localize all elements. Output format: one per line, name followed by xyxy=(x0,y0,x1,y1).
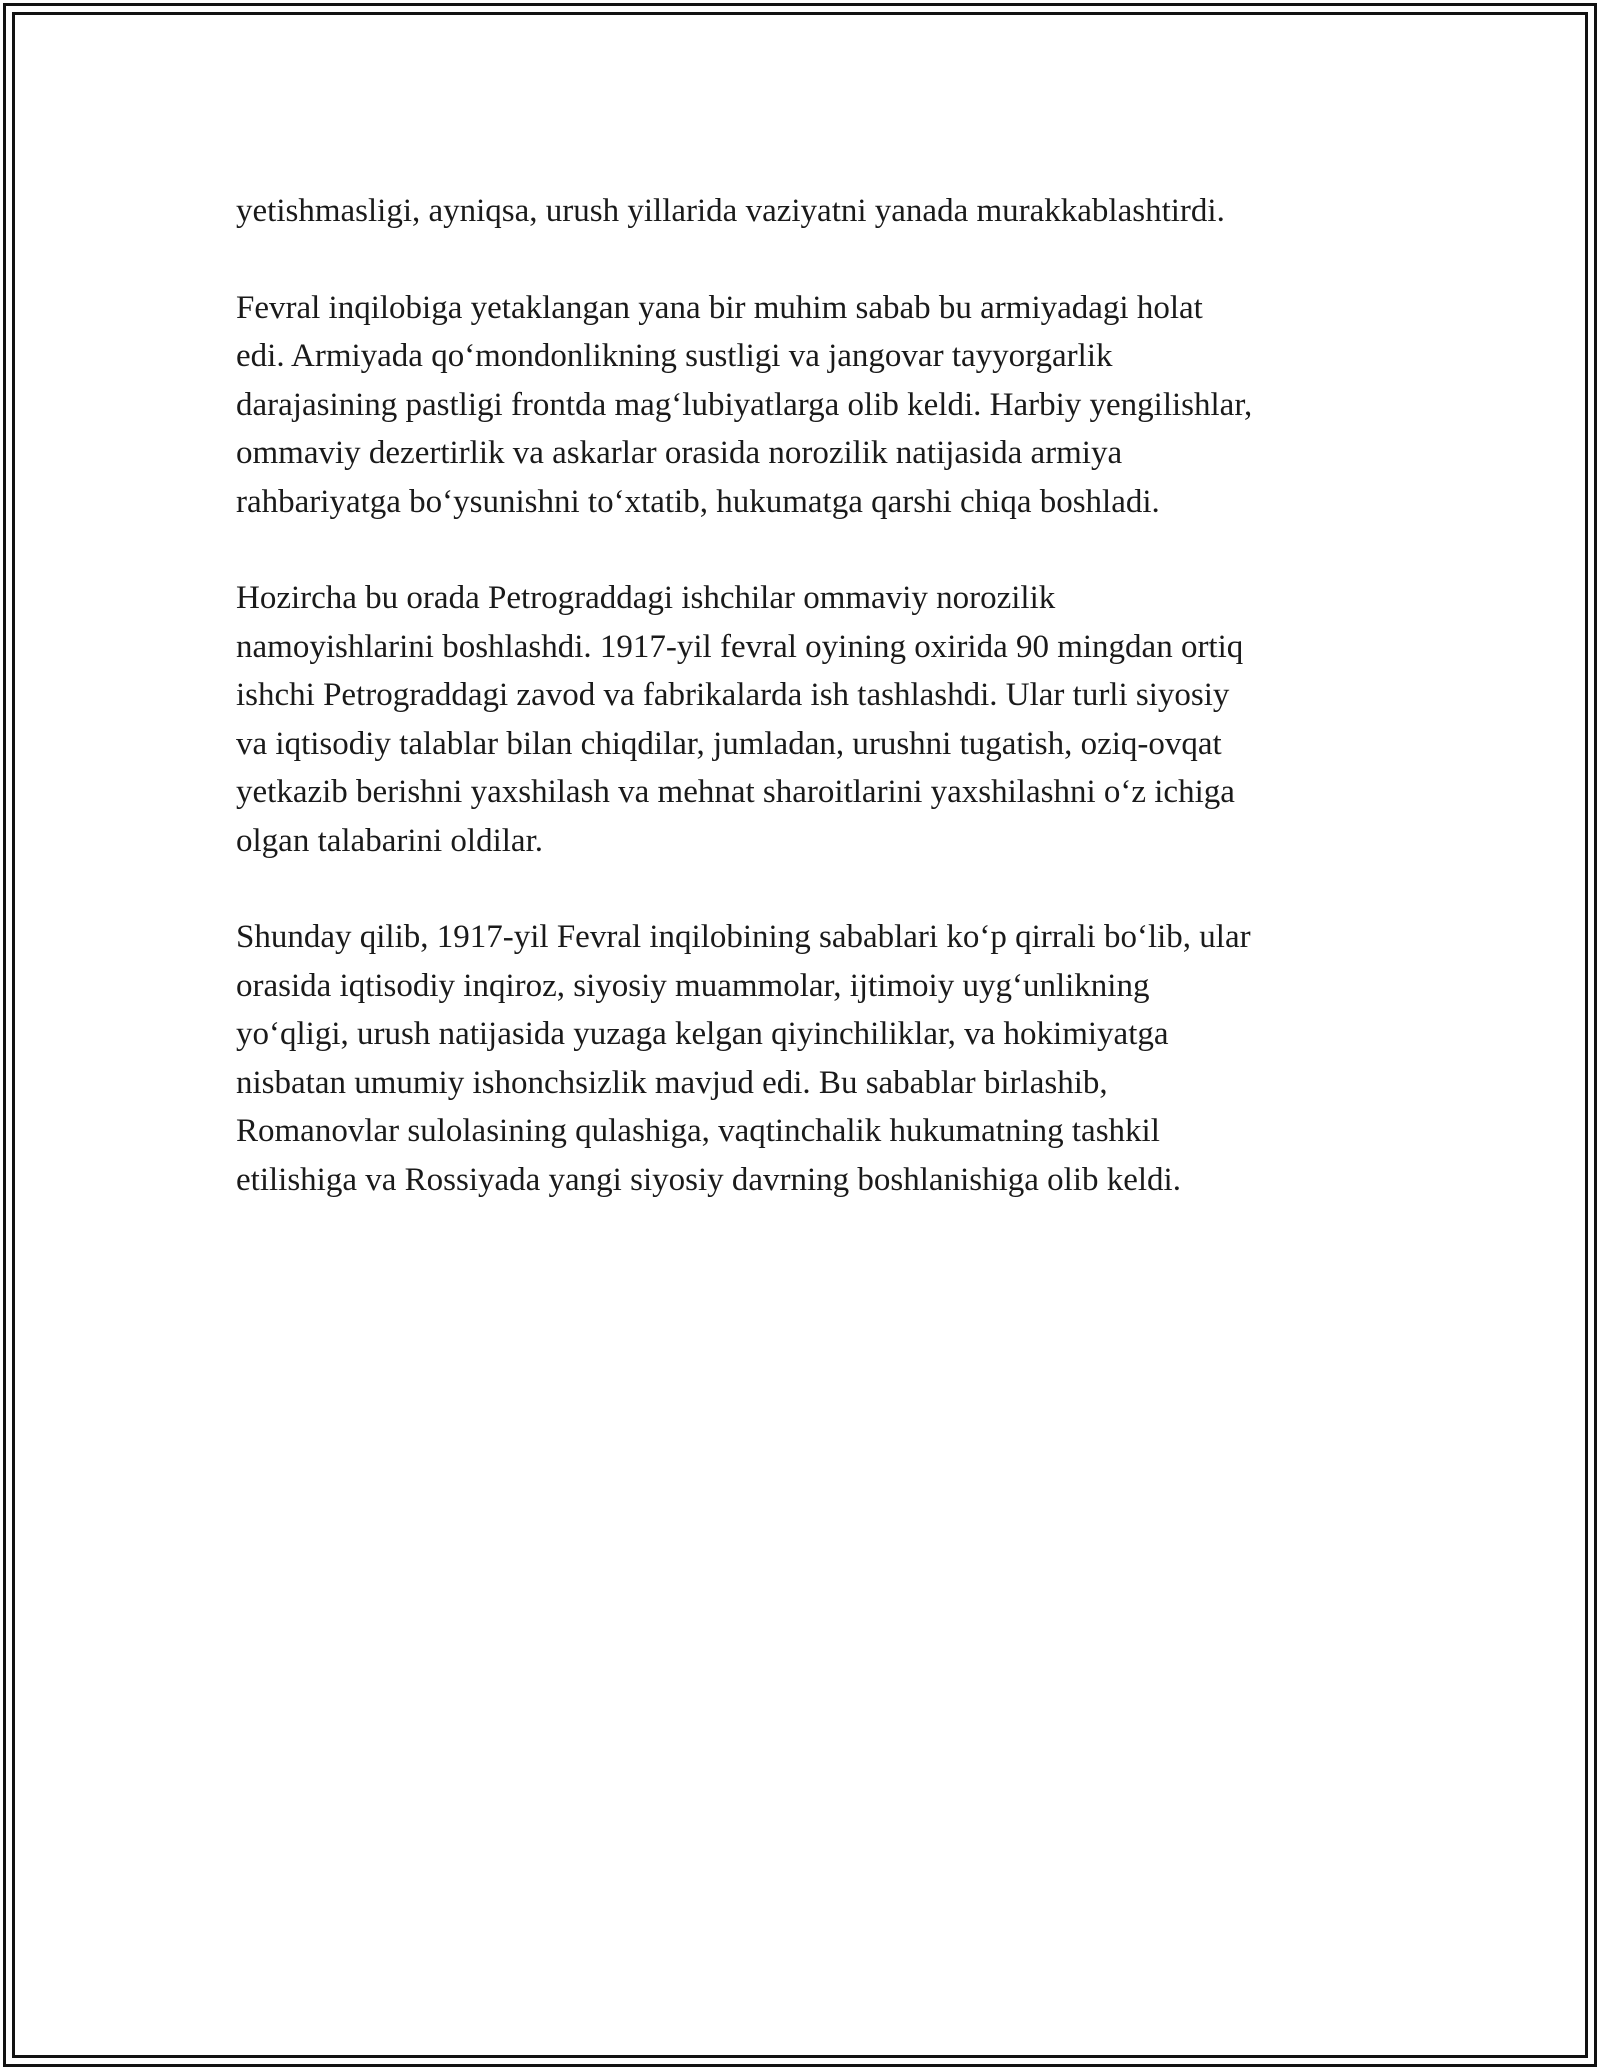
paragraph-2 xyxy=(236,284,1376,527)
text-line: va iqtisodiy talablar bilan chiqdilar, jumladan, urushni tugatish, oziq-ovqat xyxy=(236,725,1222,762)
text-line: Romanovlar sulolasining qulashiga, vaqtinchalik hukumatning tashkil xyxy=(236,1113,1160,1149)
text-line: yetkazib berishni yaxshilash va mehnat sharoitlarini yaxshilashni o‘z ichiga xyxy=(236,774,1235,810)
document-body xyxy=(236,187,1376,1252)
text-line: edi. Armiyada qo‘mondonlikning sustligi va jangovar tayyorgarlik xyxy=(236,338,1113,374)
text-line: yetishmasligi, ayniqsa, urush yillarida vaziyatni yanada murakkablashtirdi. xyxy=(236,193,1225,229)
text-line: orasida iqtisodiy inqiroz, siyosiy muammolar, ijtimoiy uyg‘unlikning xyxy=(236,967,1150,1004)
text-line: yo‘qligi, urush natijasida yuzaga kelgan qiyinchiliklar, va hokimiyatga xyxy=(236,1016,1169,1052)
text-line: darajasining pastligi frontda mag‘lubiyatlarga olib keldi. Harbiy yengilishlar, xyxy=(236,386,1253,423)
text-line: ishchi Petrograddagi zavod va fabrikalarda ish tashlashdi. Ular turli siyosiy xyxy=(236,677,1230,713)
text-line: ommaviy dezertirlik va askarlar orasida norozilik natijasida armiya xyxy=(236,435,1123,471)
paragraph-4 xyxy=(236,913,1376,1204)
text-line: rahbariyatga bo‘ysunishni to‘xtatib, hukumatga qarshi chiqa boshladi. xyxy=(236,483,1160,520)
text-line: Hozircha bu orada Petrograddagi ishchilar ommaviy norozilik xyxy=(236,580,1056,616)
paragraph-3 xyxy=(236,574,1376,865)
text-line: Fevral inqilobiga yetaklangan yana bir muhim sabab bu armiyadagi holat xyxy=(236,289,1203,326)
text-line: namoyishlarini boshlashdi. 1917-yil fevral oyining oxirida 90 mingdan ortiq xyxy=(236,628,1244,665)
paragraph-1 xyxy=(236,187,1376,236)
text-line: olgan talabarini oldilar. xyxy=(236,822,543,859)
text-line: nisbatan umumiy ishonchsizlik mavjud edi. Bu sabablar birlashib, xyxy=(236,1064,1108,1101)
text-line: Shunday qilib, 1917-yil Fevral inqilobining sabablari ko‘p qirrali bo‘lib, ular xyxy=(236,919,1251,955)
text-line: etilishiga va Rossiyada yangi siyosiy davrning boshlanishiga olib keldi. xyxy=(236,1161,1181,1198)
